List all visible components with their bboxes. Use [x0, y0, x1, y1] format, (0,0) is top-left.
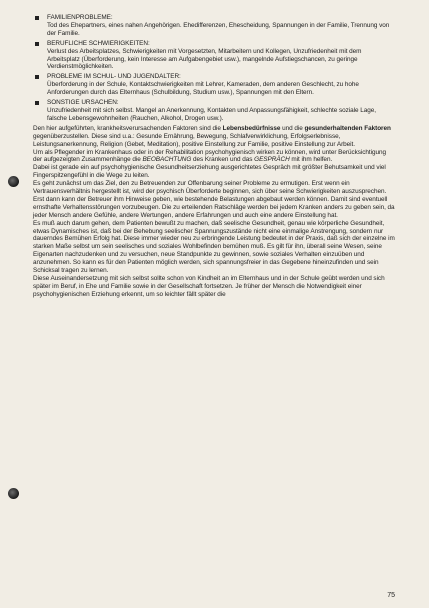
bullet-item — [33, 40, 395, 72]
bullet-text: Verlust des Arbeitsplatzes, Schwierigkeiten mit Vorgesetzten, Mitarbeitern und Kollegen, Unzufriedenheit mit dem Arbeitsplatz (Überforderung, kein Interesse am Aufgabengebiet usw.), mangelnde Aufstiegschancen, zu geringe Verdienstmöglichkeiten. — [47, 47, 362, 71]
page-number: 75 — [387, 592, 395, 599]
paragraph: Diese Auseinandersetzung mit sich selbst sollte schon von Kindheit an im Elternhaus und in der Schule geübt werden und sich später im Beruf, in Ehe und Familie sowie in der Gesellschaft fortsetzen. Je früher der Mensch die Notwendigkeit einer psychohygienischen Erziehung erkennt, um so leichter fällt später die — [33, 275, 385, 298]
paragraph: Den hier aufgeführten, krankheitsverursachenden Faktoren sind die Lebensbedürfnisse und die gesunderhaltenden Faktoren gegenüberzustellen. Diese sind u.a.: Gesunde Ernährung, Bewegung, Schlafverwirklichung, Erfolgserlebnisse, Leistungsanerkennung, Religion (Gebet, Meditation), positive Einstellung zur Familie, positive Einstellung zur Arbeit. — [33, 124, 391, 148]
punch-hole — [8, 176, 19, 187]
bullet-heading: FAMILIENPROBLEME: — [47, 14, 113, 21]
bullet-heading: SONSTIGE URSACHEN: — [47, 99, 119, 107]
bold-term: gesunderhaltenden Faktoren — [304, 124, 391, 132]
paragraph: Um als Pflegender im Krankenhaus oder in der Rehabilitation psychohygienisch wirken zu können, wird unter Berücksichtigung der aufgezeigten Zusammenhänge die BEOBACHTUNG des Kranken und das GESPRÄCH mit ihm helfen. — [33, 148, 387, 164]
bullet-text: Überforderung in der Schule, Kontaktschwierigkeiten mit Lehrer, Kameraden, dem anderen Geschlecht, zu hohe Anforderungen durch das Elternhaus (Schulbildung, Studium usw.), Spannungen mit den Eltern. — [47, 81, 359, 97]
bullet-heading: PROBLEME IM SCHUL- UND JUGENDALTER: — [47, 73, 181, 81]
bullet-text: Tod des Ehepartners, eines nahen Angehörigen. Ehedifferenzen, Ehescheidung, Spannungen in der Familie, Trennung von der Familie. — [47, 21, 390, 37]
bullet-item — [33, 99, 395, 123]
bullet-item — [33, 73, 395, 97]
italic-term: BEOBACHTUNG — [142, 156, 192, 164]
bullet-heading: BERUFLICHE SCHWIERIGKEITEN: — [47, 39, 150, 47]
paragraph: Dabei ist gerade ein auf psychohygienische Gesundheitserziehung ausgerichtetes Gespräch mit größter Behutsamkeit und viel Fingerspitzengefühl in die Wege zu leiten. — [33, 164, 386, 180]
page-body — [33, 14, 395, 299]
bullet-text: Unzufriedenheit mit sich selbst. Mangel an Anerkennung, Kontakten und Anpassungsfähigkeit, schlechte soziale Lage, falsche Lebensgewohnheiten (Rauchen, Alkohol, Drogen usw.). — [47, 106, 376, 122]
bullet-item — [33, 14, 395, 38]
paragraph: Es muß auch darum gehen, dem Patienten bewußt zu machen, daß seelische Gesundheit, genau wie körperliche Gesundheit, etwas Dynamisches ist, daß bei der Behebung seelischer Spannungszustände nicht eine einmalige Anstrengung, sondern nur dauerndes Bemühen Erfolg hat. Diese immer wieder neu zu erbringende Leistung bedeutet in der Praxis, daß sich der einzelne im starken Maße selbst um sein seelisches und soziales Wohlbefinden bemühen muß. Es gilt für ihn, überall seine Wesen, seine Eigenarten nachzudenken und zu versuchen, neue Standpunkte zu gewinnen, sowie soziales Verhalten einzuüben und anzunehmen. So kann es für den Patienten möglich werden, sich spannungsfreier in das Gegebene hineinzufinden und sein Schicksal tragen zu lernen. — [33, 219, 395, 275]
italic-term: GESPRÄCH — [254, 156, 290, 164]
bold-term: Lebensbedürfnisse — [222, 124, 281, 132]
punch-hole — [8, 488, 19, 499]
paragraph: Es geht zunächst um das Ziel, den zu Betreuenden zur Offenbarung seiner Probleme zu ermutigen. Erst wenn ein Vertrauensverhältnis hergestellt ist, wird der psychisch Überforderte beginnen, sich über seine Schwierigkeiten auszusprechen. Erst dann kann der Betreuer ihm Hinweise geben, wie bestehende Belastungen abgebaut werden können. Damit sind eventuell ernsthafte Verhaltensstörungen vorzubeugen. Die zu erteilenden Ratschläge werden bei jedem Kranken anders zu geben sein, da jeder Mensch andere Gefühle, andere Wertungen, andere Erfahrungen und auch eine andere Einstellung hat. — [33, 180, 395, 219]
